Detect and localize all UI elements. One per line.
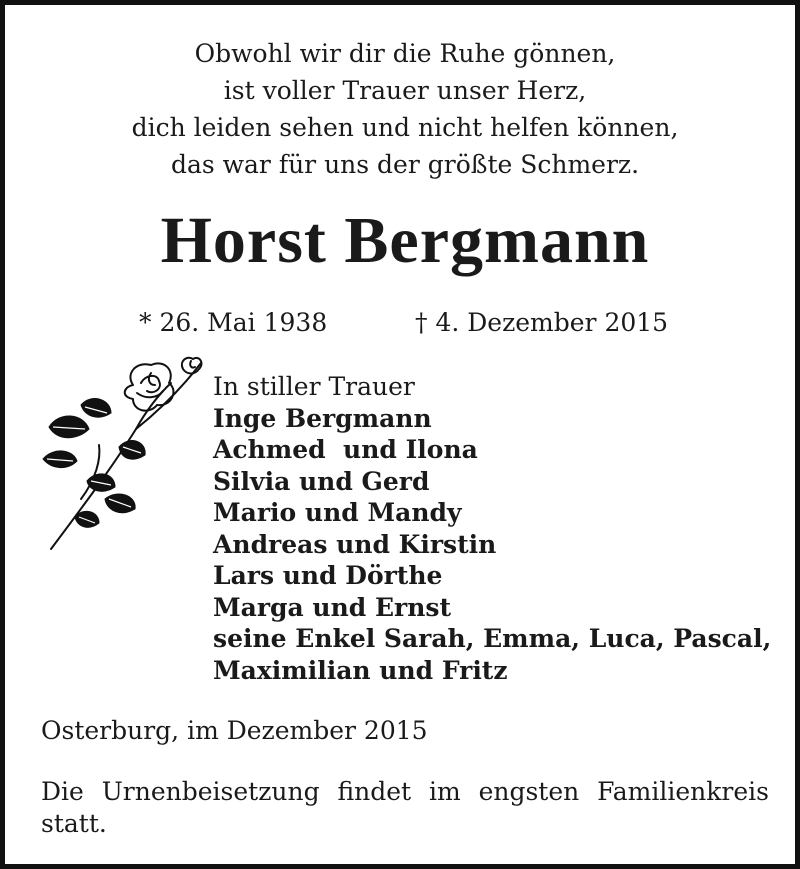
mourning-intro: In stiller Trauer — [213, 372, 415, 401]
mourner-name: Silvia und Gerd — [213, 466, 430, 496]
poem-line: ist voller Trauer unser Herz, — [223, 76, 587, 105]
poem-line: Obwohl wir dir die Ruhe gönnen, — [194, 39, 616, 68]
mourner-name: Lars und Dörthe — [213, 561, 443, 590]
birth-date: * 26. Mai 1938 — [139, 308, 328, 337]
mourner-name: seine Enkel Sarah, Emma, Luca, Pascal, — [213, 624, 772, 653]
mourner-name: Andreas und Kirstin — [213, 529, 497, 559]
mourner-name: Inge Bergmann — [213, 403, 432, 433]
mourner-name: Mario und Mandy — [213, 498, 462, 527]
death-date: † 4. Dezember 2015 — [415, 308, 669, 337]
poem-line: das war für uns der größte Schmerz. — [170, 150, 640, 179]
poem-line: dich leiden sehen und nicht helfen können, — [131, 113, 679, 142]
mourner-name: Maximilian und Fritz — [213, 655, 508, 685]
mourner-name: Marga und Ernst — [213, 592, 451, 622]
mourners-list — [213, 371, 771, 686]
mourner-name: Achmed und Ilona — [213, 435, 478, 464]
burial-notice: Die Urnenbeisetzung findet im engsten Familienkreis statt. — [41, 777, 769, 838]
place-date: Osterburg, im Dezember 2015 — [41, 716, 428, 745]
poem — [5, 35, 800, 183]
deceased-name: Horst Bergmann — [160, 204, 650, 277]
rose-icon — [41, 349, 209, 553]
